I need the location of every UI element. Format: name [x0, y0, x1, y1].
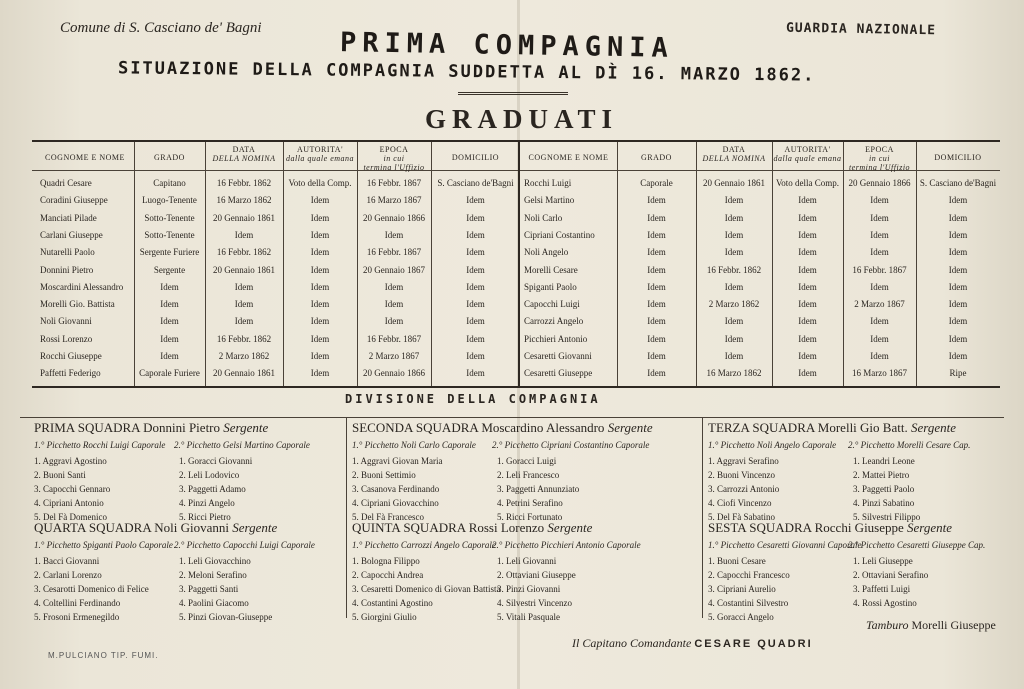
picchetto-member: 2. Buoni Vincenzo: [708, 470, 776, 480]
picchetto-member: 2. Ottaviani Giuseppe: [497, 570, 576, 580]
picchetto-member: 3. Pinzi Giovanni: [497, 584, 561, 594]
table-cell: 16 Febbr. 1867: [366, 247, 422, 258]
squadra-capo: Noli Giovanni: [154, 520, 229, 535]
table-cell: 2 Marzo 1862: [708, 299, 760, 310]
table-cell: Idem: [310, 195, 330, 206]
comune-heading: Comune di S. Casciano de' Bagni: [60, 20, 262, 36]
table-cell: Idem: [798, 299, 817, 310]
table-bottom-rule: [32, 386, 1000, 388]
picchetto-member: 5. Ricci Pietro: [179, 512, 231, 522]
picchetto-member: 1. Aggravi Serafino: [708, 456, 779, 466]
squadra-title: [708, 420, 956, 436]
table-header-left-3: [283, 145, 357, 163]
header-line: termina l'Uffizio: [363, 163, 425, 172]
header-line: COGNOME E NOME: [45, 153, 125, 162]
table-cell: Idem: [948, 333, 968, 344]
table-cell: Idem: [310, 264, 330, 275]
table-cell: Idem: [384, 281, 404, 292]
capitano-name: CESARE QUADRI: [694, 638, 813, 650]
table-cell: Idem: [466, 368, 485, 379]
table-cell: 20 Gennaio 1866: [363, 212, 425, 223]
table-cell: Idem: [798, 368, 817, 379]
table-cell: 16 Febbr. 1867: [366, 178, 422, 188]
squadra-grado: Sergente: [232, 520, 278, 535]
picchetto-member: 5. Del Fà Francesco: [352, 512, 424, 522]
table-cell: Idem: [724, 195, 744, 206]
picchetto-member: 3. Paggetti Adamo: [179, 484, 246, 494]
squadra-name: PRIMA SQUADRA: [34, 420, 140, 435]
table-cell: Idem: [466, 247, 485, 258]
table-cell: Idem: [647, 333, 666, 344]
picchetto-2-heading: 2.° Picchetto Cipriani Costantino Caporale: [492, 440, 650, 450]
table-cell: Idem: [647, 368, 666, 379]
table-cell: 20 Gennaio 1861: [703, 178, 765, 188]
table-cell: Idem: [724, 281, 744, 292]
table-cell: Sotto-Tenente: [144, 229, 195, 240]
picchetto-member: 5. Vitali Pasquale: [497, 612, 561, 622]
table-cell-name: Manciati Pilade: [40, 212, 97, 223]
picchetto-member: 1. Leli Giovanni: [497, 556, 557, 566]
picchetto-member: 4. Coltellini Ferdinando: [34, 598, 121, 608]
table-cell: Idem: [798, 281, 817, 292]
table-cell-name: Donnini Pietro: [40, 264, 94, 275]
table-cell: Idem: [160, 299, 179, 310]
squadra-capo: Donnini Pietro: [143, 420, 221, 435]
table-cell: S. Casciano de'Bagni: [919, 178, 997, 188]
table-cell: Idem: [647, 195, 666, 206]
table-header-right-4: [843, 145, 916, 172]
table-cell: 16 Febbr. 1862: [706, 264, 762, 275]
header-line: GRADO: [641, 153, 672, 162]
table-cell: Idem: [234, 229, 254, 240]
picchetto-member: 2. Mattei Pietro: [853, 470, 910, 480]
table-cell-name: Rocchi Luigi: [524, 178, 572, 188]
header-line: COGNOME E NOME: [528, 153, 609, 162]
table-cell: 16 Febbr. 1867: [852, 264, 907, 275]
picchetto-member: 5. Del Fà Domenico: [34, 512, 107, 522]
picchetto-member: 4. Silvestri Vincenzo: [497, 598, 573, 608]
table-cell-name: Noli Giovanni: [40, 316, 92, 327]
picchetto-member: 2. Capocchi Francesco: [708, 570, 790, 580]
squadra-grado: Sergente: [223, 420, 269, 435]
table-cell-name: Nutarelli Paolo: [40, 247, 95, 258]
picchetto-member: 4. Costantini Agostino: [352, 598, 433, 608]
squadra-title: [34, 420, 268, 436]
table-header-left-1: [134, 145, 205, 162]
squadra-grado: Sergente: [607, 420, 653, 435]
header-line: EPOCA: [379, 145, 409, 154]
table-cell: Idem: [647, 247, 666, 258]
table-cell: Idem: [160, 316, 179, 327]
picchetto-member: 3. Cesaretti Domenico di Giovan Battista: [352, 584, 501, 594]
table-header-left-4: [357, 145, 431, 172]
table-header-right-5: [916, 145, 1000, 162]
table-cell: 16 Febbr. 1867: [366, 333, 422, 344]
table-cell: Idem: [466, 351, 485, 361]
table-cell: 2 Marzo 1867: [854, 299, 905, 310]
table-cell: Voto della Comp.: [288, 178, 352, 188]
picchetto-member: 5. Giorgini Giulio: [352, 612, 417, 622]
table-cell: 20 Gennaio 1867: [363, 264, 425, 275]
picchetto-1-heading: 1.° Picchetto Rocchi Luigi Caporale: [34, 440, 166, 450]
picchetto-member: 1. Aggravi Agostino: [34, 456, 107, 466]
table-cell-name: Carrozzi Angelo: [524, 316, 584, 327]
table-cell: 20 Gennaio 1861: [213, 368, 275, 379]
picchetto-member: 3. Cipriani Aurelio: [708, 584, 776, 594]
picchetto-member: 2. Ottaviani Serafino: [853, 570, 929, 580]
picchetto-1-heading: 1.° Picchetto Noli Angelo Caporale: [708, 440, 837, 450]
table-cell: Idem: [948, 299, 968, 310]
picchetto-member: 2. Carlani Lorenzo: [34, 570, 102, 580]
picchetto-member: 1. Leli Giuseppe: [853, 556, 913, 566]
squadra-capo: Morelli Gio Batt.: [817, 420, 908, 435]
table-cell: Idem: [870, 351, 889, 361]
squadra-capo: Rossi Lorenzo: [468, 520, 545, 535]
table-cell: Idem: [466, 281, 485, 292]
table-cell: Idem: [647, 281, 666, 292]
header-line: DELLA NOMINA: [702, 154, 766, 163]
table-cell: Idem: [870, 212, 889, 223]
picchetto-member: 2. Buoni Santi: [34, 470, 86, 480]
table-cell: 16 Marzo 1867: [852, 368, 907, 379]
picchetto-member: 5. Pinzi Giovan-Giuseppe: [179, 612, 273, 622]
picchetto-member: 5. Frosoni Ermenegildo: [34, 612, 120, 622]
table-cell: Idem: [160, 333, 179, 344]
picchetto-member: 4. Petrini Serafino: [497, 498, 563, 508]
picchetto-member: 3. Carrozzi Antonio: [708, 484, 780, 494]
table-cell: Idem: [724, 316, 744, 327]
picchetto-member: 4. Pinzi Sabatino: [853, 498, 915, 508]
squadra-title: [708, 520, 952, 536]
table-cell: Idem: [310, 229, 330, 240]
table-cell: Idem: [948, 195, 968, 206]
picchetto-1-heading: 1.° Picchetto Noli Carlo Caporale: [352, 440, 476, 450]
table-cell: Idem: [948, 351, 968, 361]
table-cell-name: Spiganti Paolo: [524, 281, 577, 292]
picchetto-member: 4. Ciofi Vincenzo: [708, 498, 772, 508]
picchetto-member: 3. Capocchi Gennaro: [34, 484, 111, 494]
table-cell: 20 Gennaio 1866: [363, 368, 425, 379]
table-cell: Idem: [234, 299, 254, 310]
tamburo-label: Tamburo: [866, 618, 909, 632]
squadra-name: SESTA SQUADRA: [708, 520, 812, 535]
picchetto-member: 3. Cesarotti Domenico di Felice: [34, 584, 149, 594]
table-cell: Idem: [870, 247, 889, 258]
printer-imprint: M.PULCIANO TIP. FUMI.: [48, 651, 159, 660]
squadra-capo: Moscardino Alessandro: [481, 420, 605, 435]
table-header-left-2: [205, 145, 283, 163]
table-cell: 16 Marzo 1862: [216, 195, 272, 206]
table-cell: Idem: [310, 299, 330, 310]
table-cell: Voto della Comp.: [775, 178, 840, 188]
picchetto-member: 4. Cipriani Giovacchino: [352, 498, 439, 508]
picchetto-member: 2. Buoni Settimio: [352, 470, 416, 480]
table-cell: Idem: [466, 299, 485, 310]
squadra-separator: [702, 418, 703, 618]
table-cell: Idem: [310, 351, 330, 361]
picchetto-member: 5. Goracci Angelo: [708, 612, 774, 622]
table-cell: 20 Gennaio 1861: [213, 212, 275, 223]
table-cell: 20 Gennaio 1866: [848, 178, 911, 188]
table-cell-name: Noli Angelo: [524, 247, 569, 258]
table-cell: 16 Marzo 1867: [366, 195, 422, 206]
tamburo-line: [866, 618, 996, 633]
table-cell: Caporale Furiere: [139, 368, 200, 379]
table-cell: Ripe: [949, 368, 967, 379]
table-cell: Idem: [724, 212, 744, 223]
picchetto-member: 5. Silvestri Filippo: [853, 512, 921, 522]
table-cell: S. Casciano de'Bagni: [437, 178, 514, 188]
header-line: GRADO: [154, 153, 185, 162]
picchetto-member: 4. Pinzi Angelo: [179, 498, 235, 508]
table-header-left-5: [431, 145, 520, 162]
table-cell: Idem: [948, 212, 968, 223]
table-cell: Idem: [647, 316, 666, 327]
table-cell: Idem: [870, 195, 889, 206]
picchetto-member: 1. Buoni Cesare: [708, 556, 766, 566]
table-cell: Idem: [647, 229, 666, 240]
picchetto-2-heading: 2.° Picchetto Morelli Cesare Cap.: [848, 440, 971, 450]
table-cell: Capitano: [153, 178, 186, 188]
picchetto-member: 3. Paggetti Annunziato: [497, 484, 580, 494]
table-cell: Idem: [466, 264, 485, 275]
divisione-heading: DIVISIONE DELLA COMPAGNIA: [345, 392, 601, 406]
table-cell: Idem: [798, 195, 817, 206]
table-cell-name: Gelsi Martino: [524, 195, 575, 206]
picchetto-member: 3. Casanova Ferdinando: [352, 484, 440, 494]
guardia-nazionale-heading: GUARDIA NAZIONALE: [785, 20, 937, 39]
tamburo-name: Morelli Giuseppe: [911, 618, 996, 632]
squadra-grado: Sergente: [907, 520, 953, 535]
table-cell: Idem: [384, 299, 404, 310]
table-cell: Idem: [234, 281, 254, 292]
picchetto-2-heading: 2.° Picchetto Cesaretti Giuseppe Cap.: [848, 540, 986, 550]
table-cell: Luogo-Tenente: [142, 195, 197, 206]
table-cell: 20 Gennaio 1861: [213, 264, 275, 275]
table-cell: Idem: [160, 281, 179, 292]
picchetto-1-heading: 1.° Picchetto Cesaretti Giovanni Caporale: [708, 540, 862, 550]
table-cell: Idem: [466, 333, 485, 344]
section-heading-graduati: GRADUATI: [425, 104, 619, 134]
table-cell-name: Morelli Gio. Battista: [40, 299, 115, 310]
picchetto-1-heading: 1.° Picchetto Spiganti Paolo Caporale: [34, 540, 173, 550]
squadra-title: [352, 520, 592, 536]
picchetto-member: 4. Paolini Giacomo: [179, 598, 249, 608]
table-cell: Idem: [647, 299, 666, 310]
picchetto-member: 1. Bacci Giovanni: [34, 556, 100, 566]
table-cell: Idem: [948, 264, 968, 275]
table-cell: Idem: [466, 195, 485, 206]
table-cell: Idem: [160, 351, 179, 361]
table-cell: Idem: [724, 247, 744, 258]
squadra-grado: Sergente: [910, 420, 956, 435]
picchetto-member: 1. Bologna Filippo: [352, 556, 420, 566]
header-line: EPOCA: [865, 145, 894, 154]
table-cell: Idem: [724, 229, 744, 240]
table-cell: Idem: [310, 368, 330, 379]
picchetto-member: 1. Leandri Leone: [853, 456, 915, 466]
table-cell: Idem: [798, 229, 817, 240]
table-cell-name: Moscardini Alessandro: [40, 281, 124, 292]
table-cell: Idem: [798, 264, 817, 275]
table-cell: Idem: [948, 247, 968, 258]
picchetto-member: 1. Goracci Giovanni: [179, 456, 253, 466]
capitano-label: Il Capitano Comandante: [572, 636, 692, 650]
table-header-right-1: [617, 145, 696, 162]
table-cell: Idem: [466, 316, 485, 327]
table-cell: Idem: [647, 212, 666, 223]
picchetto-member: 5. Del Fà Sabatino: [708, 512, 775, 522]
picchetto-member: 1. Aggravi Giovan Maria: [352, 456, 443, 466]
picchetto-2-heading: 2.° Picchetto Capocchi Luigi Caporale: [174, 540, 315, 550]
header-line: dalla quale emana: [285, 154, 355, 163]
table-cell-name: Quadri Cesare: [40, 178, 92, 188]
picchetto-member: 4. Rossi Agostino: [853, 598, 917, 608]
table-cell-name: Morelli Cesare: [524, 264, 578, 275]
table-cell: Idem: [384, 316, 404, 327]
table-cell: Idem: [870, 316, 889, 327]
squadra-name: SECONDA SQUADRA: [352, 420, 479, 435]
picchetto-member: 2. Leli Lodovico: [179, 470, 240, 480]
table-cell: Caporale: [640, 178, 673, 188]
table-cell: Idem: [948, 316, 968, 327]
header-line: DOMICILIO: [934, 153, 982, 162]
picchetto-member: 2. Capocchi Andrea: [352, 570, 424, 580]
squadra-title: [34, 520, 277, 536]
squadra-name: TERZA SQUADRA: [708, 420, 815, 435]
squadra-name: QUARTA SQUADRA: [34, 520, 151, 535]
table-cell: 16 Febbr. 1862: [216, 333, 272, 344]
table-header-right-0: [520, 145, 617, 162]
picchetto-member: 4. Cipriani Antonio: [34, 498, 104, 508]
document-title: PRIMA COMPAGNIA: [339, 27, 675, 64]
table-cell: Idem: [724, 333, 744, 344]
table-cell-name: Cesaretti Giovanni: [524, 351, 592, 361]
table-cell-name: Cesaretti Giuseppe: [524, 368, 593, 379]
table-cell-name: Noli Carlo: [524, 212, 563, 223]
table-cell: Idem: [310, 316, 330, 327]
table-cell: Idem: [384, 229, 404, 240]
table-cell: Idem: [798, 316, 817, 327]
table-cell: Idem: [234, 316, 254, 327]
table-cell: Idem: [310, 333, 330, 344]
header-line: in cui: [383, 154, 405, 163]
table-cell: Idem: [724, 351, 744, 361]
squadra-grado: Sergente: [547, 520, 593, 535]
table-cell-name: Coradini Giuseppe: [40, 195, 108, 206]
table-cell: Idem: [870, 281, 889, 292]
table-cell: 2 Marzo 1862: [218, 351, 270, 361]
table-cell: 16 Febbr. 1862: [216, 178, 272, 188]
table-cell: 2 Marzo 1867: [368, 351, 420, 361]
picchetto-member: 3. Paggetti Paolo: [853, 484, 915, 494]
header-line: DATA: [232, 145, 256, 154]
header-line: AUTORITA': [296, 145, 344, 154]
table-cell: Sergente Furiere: [139, 247, 200, 258]
picchetto-1-heading: 1.° Picchetto Carrozzi Angelo Caporale: [352, 540, 496, 550]
squadra-capo: Rocchi Giuseppe: [814, 520, 904, 535]
table-cell-name: Rocchi Giuseppe: [40, 351, 102, 361]
table-cell: Idem: [310, 281, 330, 292]
table-cell: Idem: [870, 229, 889, 240]
table-cell: 16 Marzo 1862: [706, 368, 762, 379]
table-cell-name: Carlani Giuseppe: [40, 229, 103, 240]
squadra-name: QUINTA SQUADRA: [352, 520, 466, 535]
table-cell-name: Rossi Lorenzo: [40, 333, 93, 344]
table-cell-name: Capocchi Luigi: [524, 299, 580, 310]
table-cell: Idem: [798, 351, 817, 361]
picchetto-member: 3. Paffetti Luigi: [853, 584, 911, 594]
table-cell: Idem: [647, 351, 666, 361]
header-line: DATA: [722, 145, 746, 154]
table-cell: Idem: [310, 247, 330, 258]
table-header-right-3: [772, 145, 843, 163]
picchetto-member: 2. Meloni Serafino: [179, 570, 247, 580]
picchetto-member: 5. Ricci Fortunato: [497, 512, 563, 522]
table-cell-name: Cipriani Costantino: [524, 229, 595, 240]
capitano-signature: [572, 636, 813, 651]
table-top-rule: [32, 140, 1000, 142]
table-cell: Sotto-Tenente: [144, 212, 195, 223]
picchetto-member: 3. Paggetti Santi: [179, 584, 239, 594]
header-line: dalla quale emana: [773, 154, 842, 163]
header-line: AUTORITA': [784, 145, 831, 154]
header-line: DELLA NOMINA: [212, 154, 276, 163]
picchetto-member: 2. Leli Francesco: [497, 470, 560, 480]
table-header-left-0: [36, 145, 134, 162]
squadra-title: [352, 420, 653, 436]
table-cell: Sergente: [153, 264, 186, 275]
table-cell: 16 Febbr. 1862: [216, 247, 272, 258]
table-cell: Idem: [310, 212, 330, 223]
squadra-separator: [346, 418, 347, 618]
header-line: in cui: [869, 154, 890, 163]
divisione-rule: [20, 417, 1004, 418]
table-cell: Idem: [948, 281, 968, 292]
picchetto-member: 1. Goracci Luigi: [497, 456, 557, 466]
picchetto-2-heading: 2.° Picchetto Picchieri Antonio Caporale: [492, 540, 641, 550]
table-cell: Idem: [466, 212, 485, 223]
table-cell: Idem: [647, 264, 666, 275]
table-header-right-2: [696, 145, 772, 163]
picchetto-member: 4. Costantini Silvestro: [708, 598, 789, 608]
header-line: DOMICILIO: [451, 153, 500, 162]
table-cell: Idem: [798, 212, 817, 223]
table-cell: Idem: [798, 247, 817, 258]
table-cell: Idem: [948, 229, 968, 240]
table-cell: Idem: [466, 229, 485, 240]
table-cell-name: Picchieri Antonio: [524, 333, 588, 344]
table-cell-name: Paffetti Federigo: [40, 368, 101, 379]
table-cell: Idem: [798, 333, 817, 344]
picchetto-2-heading: 2.° Picchetto Gelsi Martino Caporale: [174, 440, 310, 450]
document-subtitle: SITUAZIONE DELLA COMPAGNIA SUDDETTA AL DÌ 16. MARZO 1862.: [117, 58, 816, 86]
table-cell: Idem: [870, 333, 889, 344]
picchetto-member: 1. Leli Giovacchino: [179, 556, 251, 566]
header-line: termina l'Uffizio: [848, 163, 911, 172]
